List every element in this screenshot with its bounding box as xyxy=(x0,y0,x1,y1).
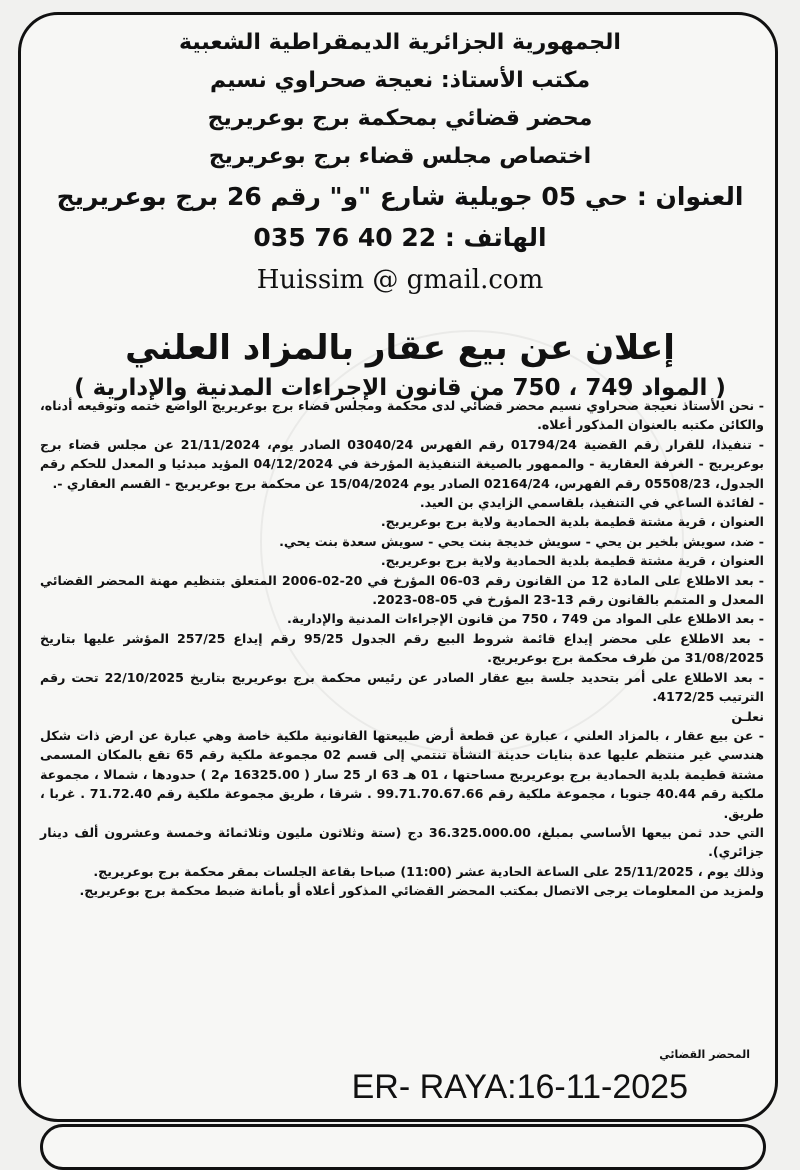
paragraph: وذلك يوم ، 25/11/2025 على الساعة الحادية عشر (11:00) صباحا بقاعة الجلسات بمقر محكمة برج بوعريريج. xyxy=(93,863,764,879)
signature-label: المحضر القضائي xyxy=(659,1048,750,1061)
phone-line: الهاتف : 22 40 76 035 xyxy=(253,223,547,252)
paragraph: ولمزيد من المعلومات يرجى الاتصال بمكتب المحضر القضائي المذكور أعلاه أو بأمانة ضبط محكمة برج بوعريريج. xyxy=(79,883,764,899)
title-sub: ( المواد 749 ، 750 من قانون الإجراءات المدنية والإدارية ) xyxy=(74,375,726,401)
paragraph: العنوان ، قرية مشتة قطيمة بلدية الحمادية ولاية برج بوعريريج. xyxy=(380,514,764,530)
title-main: إعلان عن بيع عقار بالمزاد العلني xyxy=(125,328,675,368)
notice-title xyxy=(0,325,800,405)
paragraph: - بعد الاطلاع على المواد من 749 ، 750 من قانون الإجراءات المدنية والإدارية. xyxy=(286,611,764,627)
next-notice-frame xyxy=(40,1124,766,1170)
jurisdiction-line: اختصاص مجلس قضاء برج بوعريريج xyxy=(208,144,592,169)
newspaper-source: ER- RAYA:16-11-2025 xyxy=(351,1068,688,1106)
paragraph: - بعد الاطلاع على المادة 12 من القانون رقم 03-06 المؤرخ في 20-02-2006 المتعلق بتنظيم مهنة المحضر القضائي المعدل و المتمم بالقانون رقم 13-23 المؤرخ في 05-08-2023. xyxy=(40,572,764,608)
paragraph: - عن بيع عقار ، بالمزاد العلني ، عبارة عن قطعة أرض طبيعتها القانونية ملكية خاصة وهي عبارة عن ارض ذات شكل هندسي غير منتظم عليها عدة بنايات حديثة النشأة تنتمي إلى قسم 02 مجموعة ملكية رقم 65 تقع بالمكان المسمى مشتة قطيمة بلدية الحمادية برج بوعريريج مساحتها ، 01 هـ 63 ار 25 سار ( 16325.00 م2 ) حدودها ، شمالا ، مجموعة ملكية رقم 40.44 جنوبا ، مجموعة ملكية رقم 99.71.70.67.66 . شرقا ، طريق مجموعة ملكية رقم 71.72.40 . غربا ، طريق. xyxy=(40,727,765,821)
republic-line: الجمهورية الجزائرية الديمقراطية الشعبية xyxy=(179,30,621,55)
paragraph: التي حدد ثمن بيعها الأساسي بمبلغ، 36.325.000.00 دج (ستة وثلاثون مليون وثلاثمائة وخمسة وعشرون ألف دينار جزائري). xyxy=(40,824,764,860)
email-line: Huissim @ gmail.com xyxy=(256,265,544,295)
address-line: العنوان : حي 05 جويلية شارع "و" رقم 26 برج بوعريريج xyxy=(56,182,744,211)
paragraph: - نحن الأستاذ نعيجة صحراوي نسيم محضر قضائي لدى محكمة ومجلس قضاء برج بوعريريج الواضع ختمه وتوقيعه أدناه، والكائن مكتبه بالعنوان المذكور أعلاه. xyxy=(40,398,764,433)
paragraph: - تنفيذا، للقرار رقم القضية 01794/24 رقم الفهرس 03040/24 الصادر يوم، 21/11/2024 عن مجلس قضاء برج بوعريريج - الغرفة العقارية - والممهور بالصيغة التنفيذية المؤرخة في 04/12/2024 المؤيد مبدئيا و المعدل للحكم رقم الجدول، 05508/23 رقم الفهرس، 02164/24 الصادر يوم 15/04/2024 عن محكمة برج بوعريريج - القسم العقاري -. xyxy=(40,436,765,491)
paragraph: - لفائدة الساعي في التنفيذ، بلقاسمي الزايدي بن العيد. xyxy=(419,495,764,511)
paragraph: - بعد الاطلاع على محضر إيداع قائمة شروط البيع رقم الجدول 95/25 رقم إيداع 257/25 المؤشر عليها بتاريخ 31/08/2025 من طرف محكمة برج بوعريريج. xyxy=(40,630,765,666)
office-line: مكتب الأستاذ: نعيجة صحراوي نسيم xyxy=(209,68,591,93)
paragraph: - ضد، سويش بلخير بن يحي - سويش خديجة بنت يحي - سويش سعدة بنت يحي. xyxy=(279,533,764,549)
paragraph: - بعد الاطلاع على أمر بتحديد جلسة بيع عقار الصادر عن رئيس محكمة برج بوعريريج بتاريخ 22/10/2025 تحت رقم الترتيب 4172/25. xyxy=(40,669,765,705)
notice-header xyxy=(0,24,800,302)
paragraph: العنوان ، قرية مشتة قطيمة بلدية الحمادية ولاية برج بوعريريج. xyxy=(380,553,764,569)
announce-heading: نعلـن xyxy=(731,708,764,724)
bailiff-line: محضر قضائي بمحكمة برج بوعريريج xyxy=(207,106,593,131)
notice-body xyxy=(40,396,764,901)
